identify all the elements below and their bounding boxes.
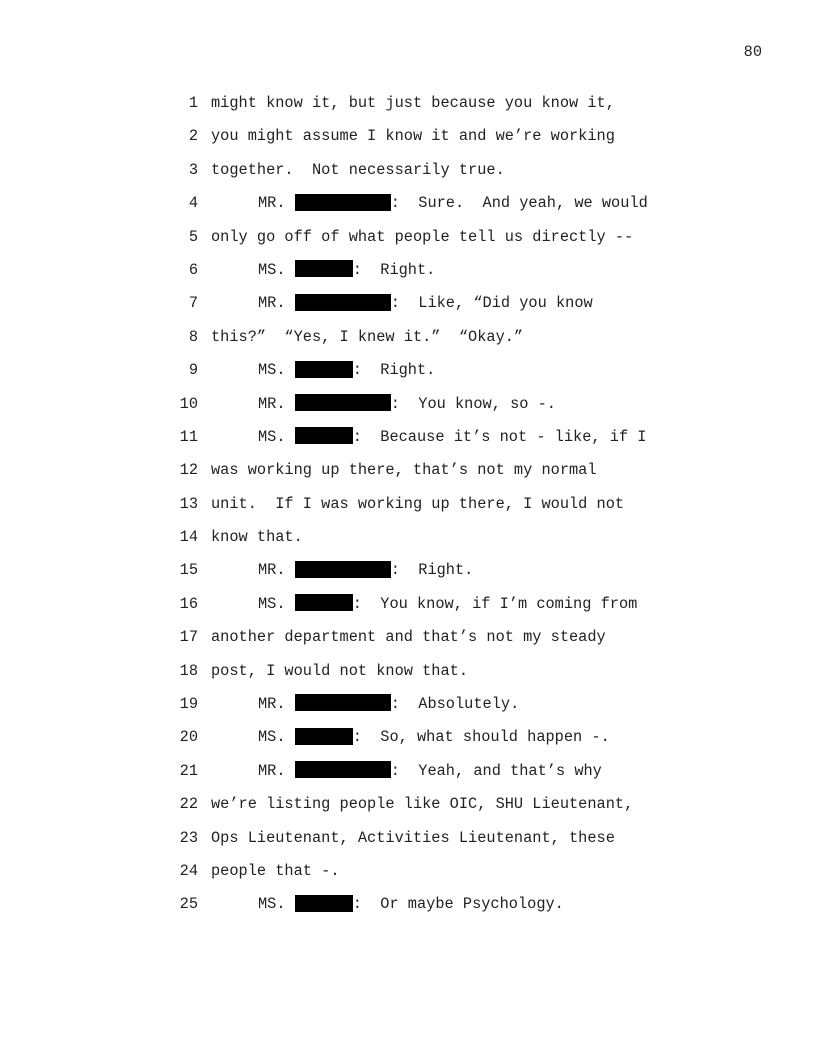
transcript-line	[170, 87, 690, 120]
speaker-title: MR.	[258, 394, 286, 413]
speaker-title: MS.	[258, 260, 286, 279]
transcript-line	[170, 254, 690, 287]
line-number: 4	[188, 194, 198, 213]
line-number: 10	[179, 394, 198, 413]
line-content	[211, 221, 633, 254]
line-content	[211, 788, 633, 821]
transcript-line	[170, 454, 690, 487]
redaction-box	[295, 561, 391, 578]
line-content	[211, 621, 606, 654]
redaction-box	[295, 895, 353, 912]
line-number: 19	[179, 695, 198, 714]
speaker-title: MR.	[258, 294, 286, 313]
line-text: : Right.	[352, 361, 436, 380]
transcript-line	[170, 287, 690, 320]
line-content	[211, 588, 637, 621]
redaction-box	[295, 394, 391, 411]
line-number: 7	[188, 294, 198, 313]
line-text: might know it, but just because you know it,	[211, 94, 615, 112]
line-number: 8	[188, 327, 198, 346]
speaker-title: MS.	[258, 728, 286, 747]
line-number: 18	[179, 661, 198, 680]
transcript-line	[170, 721, 690, 754]
line-text: another department and that’s not my steady	[211, 628, 606, 647]
line-number: 20	[179, 728, 198, 747]
redaction-box	[295, 728, 353, 745]
transcript-line	[170, 822, 690, 855]
line-number: 12	[179, 461, 198, 480]
line-text: : Sure. And yeah, we would	[390, 194, 648, 213]
line-content	[211, 388, 556, 421]
line-text: : You know, if I’m coming from	[352, 594, 638, 613]
line-text: : Right.	[352, 260, 436, 279]
line-content	[211, 721, 610, 754]
redaction-box	[295, 761, 391, 778]
line-text: Ops Lieutenant, Activities Lieutenant, these	[211, 828, 615, 847]
line-number: 23	[179, 828, 198, 847]
line-text: post, I would not know that.	[211, 661, 469, 680]
line-content	[211, 154, 505, 187]
line-content	[211, 421, 646, 454]
line-text: unit. If I was working up there, I would not	[211, 494, 625, 513]
line-content	[211, 187, 648, 220]
transcript-line	[170, 554, 690, 587]
line-number: 25	[179, 895, 198, 914]
line-number: 6	[188, 260, 198, 279]
transcript-line	[170, 521, 690, 554]
line-number: 24	[179, 861, 198, 880]
speaker-title: MS.	[258, 895, 286, 914]
line-content	[211, 521, 303, 554]
line-text: : Like, “Did you know	[390, 294, 593, 313]
line-number: 11	[179, 427, 198, 446]
line-content	[211, 120, 615, 153]
speaker-title: MR.	[258, 695, 286, 714]
transcript-line	[170, 354, 690, 387]
speaker-title: MS.	[258, 594, 286, 613]
transcript-line	[170, 755, 690, 788]
speaker-title: MS.	[258, 361, 286, 380]
line-content	[211, 755, 602, 788]
redaction-box	[295, 427, 353, 444]
redaction-box	[295, 694, 391, 711]
line-number: 1	[188, 94, 198, 112]
line-number: 9	[188, 361, 198, 380]
line-content	[211, 87, 615, 120]
page-number: 80	[743, 43, 762, 61]
transcript-line	[170, 388, 690, 421]
line-text: : Because it’s not - like, if I	[352, 427, 647, 446]
transcript-line	[170, 488, 690, 521]
redaction-box	[295, 194, 391, 211]
transcript-line	[170, 655, 690, 688]
line-content	[211, 354, 435, 387]
line-content	[211, 888, 564, 921]
line-number: 21	[179, 761, 198, 780]
line-text: we’re listing people like OIC, SHU Lieutenant,	[211, 795, 634, 814]
line-content	[211, 454, 597, 487]
redaction-box	[295, 260, 353, 277]
line-number: 13	[179, 494, 198, 513]
transcript-body	[170, 87, 690, 922]
line-number: 17	[179, 628, 198, 647]
line-text: you might assume I know it and we’re working	[211, 127, 615, 146]
redaction-box	[295, 594, 353, 611]
transcript-line	[170, 888, 690, 921]
line-text: this?” “Yes, I knew it.” “Okay.”	[211, 327, 524, 346]
speaker-title: MR.	[258, 194, 286, 213]
line-number: 22	[179, 795, 198, 814]
line-content	[211, 488, 624, 521]
line-text: : So, what should happen -.	[352, 728, 610, 747]
line-content	[211, 287, 593, 320]
transcript-line	[170, 855, 690, 888]
transcript-line	[170, 588, 690, 621]
speaker-title: MR.	[258, 561, 286, 580]
line-text: together. Not necessarily true.	[211, 160, 505, 179]
line-text: : Yeah, and that’s why	[390, 761, 602, 780]
line-text: know that.	[211, 528, 303, 547]
line-content	[211, 254, 435, 287]
line-number: 16	[179, 594, 198, 613]
line-number: 2	[188, 127, 198, 146]
line-content	[211, 855, 340, 888]
line-content	[211, 321, 523, 354]
line-text: : Absolutely.	[390, 695, 520, 714]
line-content	[211, 688, 519, 721]
transcript-line	[170, 187, 690, 220]
line-number: 5	[188, 227, 198, 246]
line-number: 14	[179, 528, 198, 547]
line-text: : Or maybe Psychology.	[352, 895, 564, 914]
line-text: people that -.	[211, 861, 340, 880]
line-content	[211, 554, 473, 587]
transcript-line	[170, 688, 690, 721]
line-text: only go off of what people tell us directly --	[211, 227, 634, 246]
line-text: : You know, so -.	[390, 394, 556, 413]
transcript-line	[170, 621, 690, 654]
speaker-title: MS.	[258, 427, 286, 446]
line-text: was working up there, that’s not my normal	[211, 461, 597, 480]
line-number: 3	[188, 160, 198, 179]
transcript-line	[170, 321, 690, 354]
transcript-line	[170, 421, 690, 454]
redaction-box	[295, 361, 353, 378]
line-text: : Right.	[390, 561, 474, 580]
transcript-line	[170, 221, 690, 254]
line-number: 15	[179, 561, 198, 580]
speaker-title: MR.	[258, 761, 286, 780]
redaction-box	[295, 294, 391, 311]
transcript-line	[170, 788, 690, 821]
transcript-line	[170, 154, 690, 187]
line-content	[211, 655, 468, 688]
transcript-line	[170, 120, 690, 153]
line-content	[211, 822, 615, 855]
